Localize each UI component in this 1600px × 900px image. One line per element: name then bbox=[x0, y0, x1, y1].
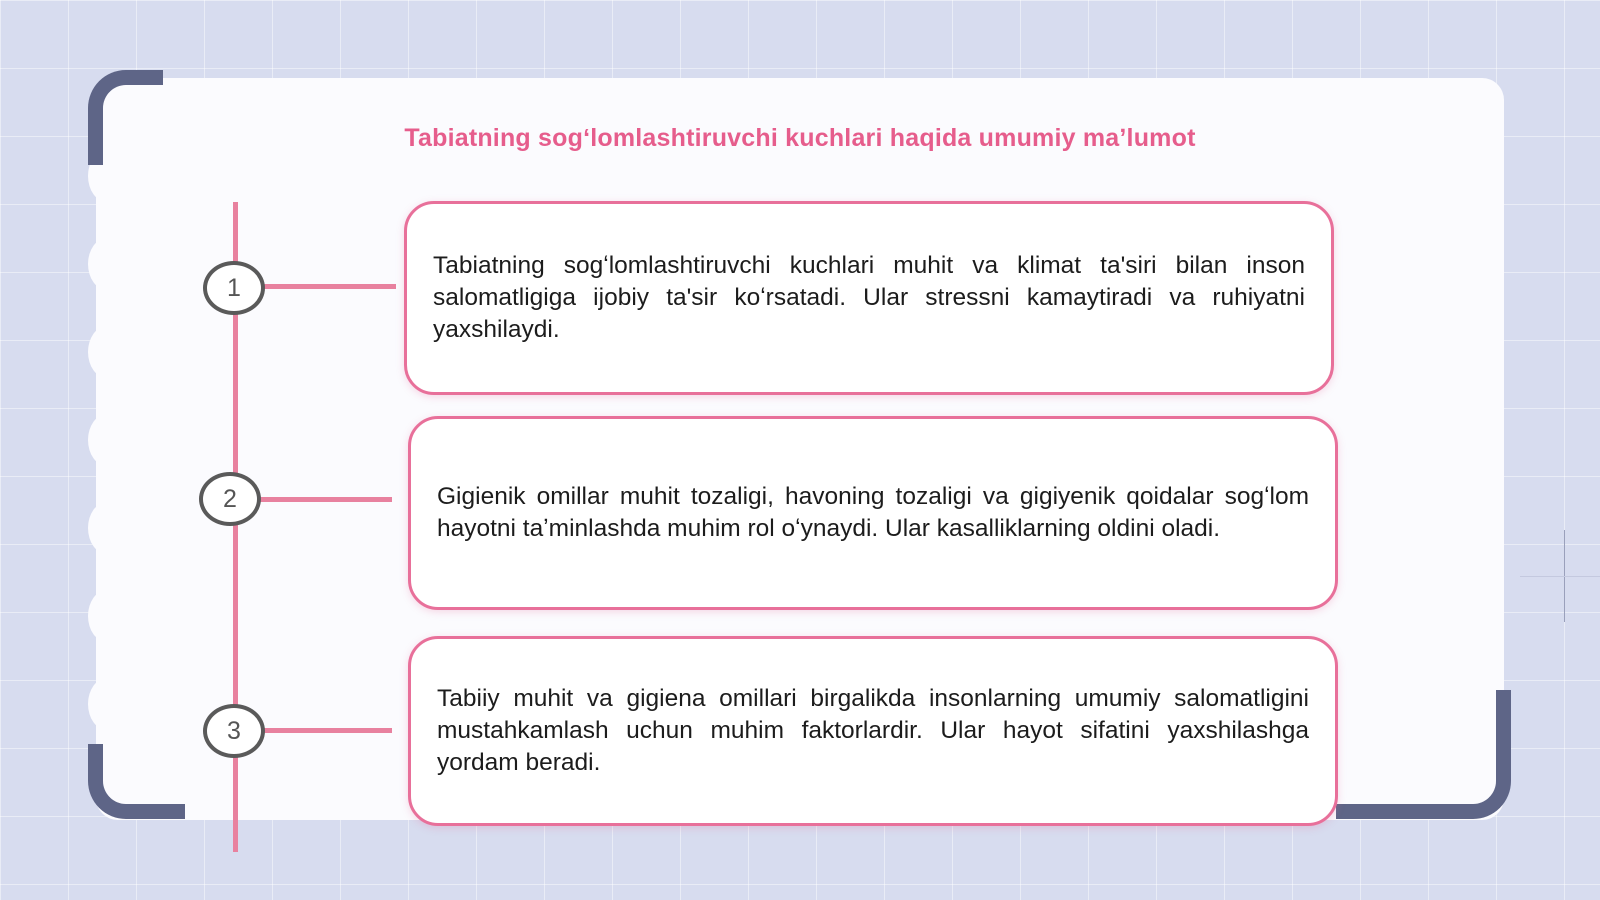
corner-bracket-bottom-right bbox=[1336, 690, 1511, 819]
card-edge-scallop bbox=[88, 678, 126, 730]
step-number-badge: 3 bbox=[203, 704, 265, 758]
info-box bbox=[408, 416, 1338, 610]
card-edge-scallop bbox=[88, 414, 126, 466]
info-box-text: Tabiatning sogʻlomlashtiruvchi kuchlari muhit va klimat ta'siri bilan inson salomatligiga ijobiy ta'sir koʻrsatadi. Ular stressni kamaytiradi va ruhiyatni yaxshilaydi. bbox=[433, 252, 1305, 343]
corner-bracket-top-left bbox=[88, 70, 163, 165]
timeline-connector bbox=[262, 728, 392, 733]
grid-accent-line bbox=[1520, 576, 1600, 577]
info-box bbox=[408, 636, 1338, 826]
slide-title: Tabiatning sogʻlomlashtiruvchi kuchlari haqida umumiy maʼlumot bbox=[404, 124, 1196, 152]
timeline-connector bbox=[262, 284, 396, 289]
card-edge-scallop bbox=[88, 502, 126, 554]
card-edge-scallop bbox=[88, 238, 126, 290]
step-number-badge: 2 bbox=[199, 472, 261, 526]
step-number-badge: 1 bbox=[203, 261, 265, 315]
card-edge-scallop bbox=[88, 326, 126, 378]
timeline-connector bbox=[258, 497, 392, 502]
card-edge-scallop bbox=[88, 590, 126, 642]
info-box-text: Tabiiy muhit va gigiena omillari birgalikda insonlarning umumiy salomatligini mustahkamlash uchun muhim faktorlardir. Ular hayot sifatini yaxshilashga yordam beradi. bbox=[437, 685, 1309, 776]
corner-bracket-bottom-left bbox=[88, 744, 185, 819]
info-box bbox=[404, 201, 1334, 395]
info-box-text: Gigienik omillar muhit tozaligi, havoning tozaligi va gigiyenik qoidalar sogʻlom hayotni taʼminlashda muhim rol oʻynaydi. Ular kasalliklarning oldini oladi. bbox=[437, 483, 1309, 542]
